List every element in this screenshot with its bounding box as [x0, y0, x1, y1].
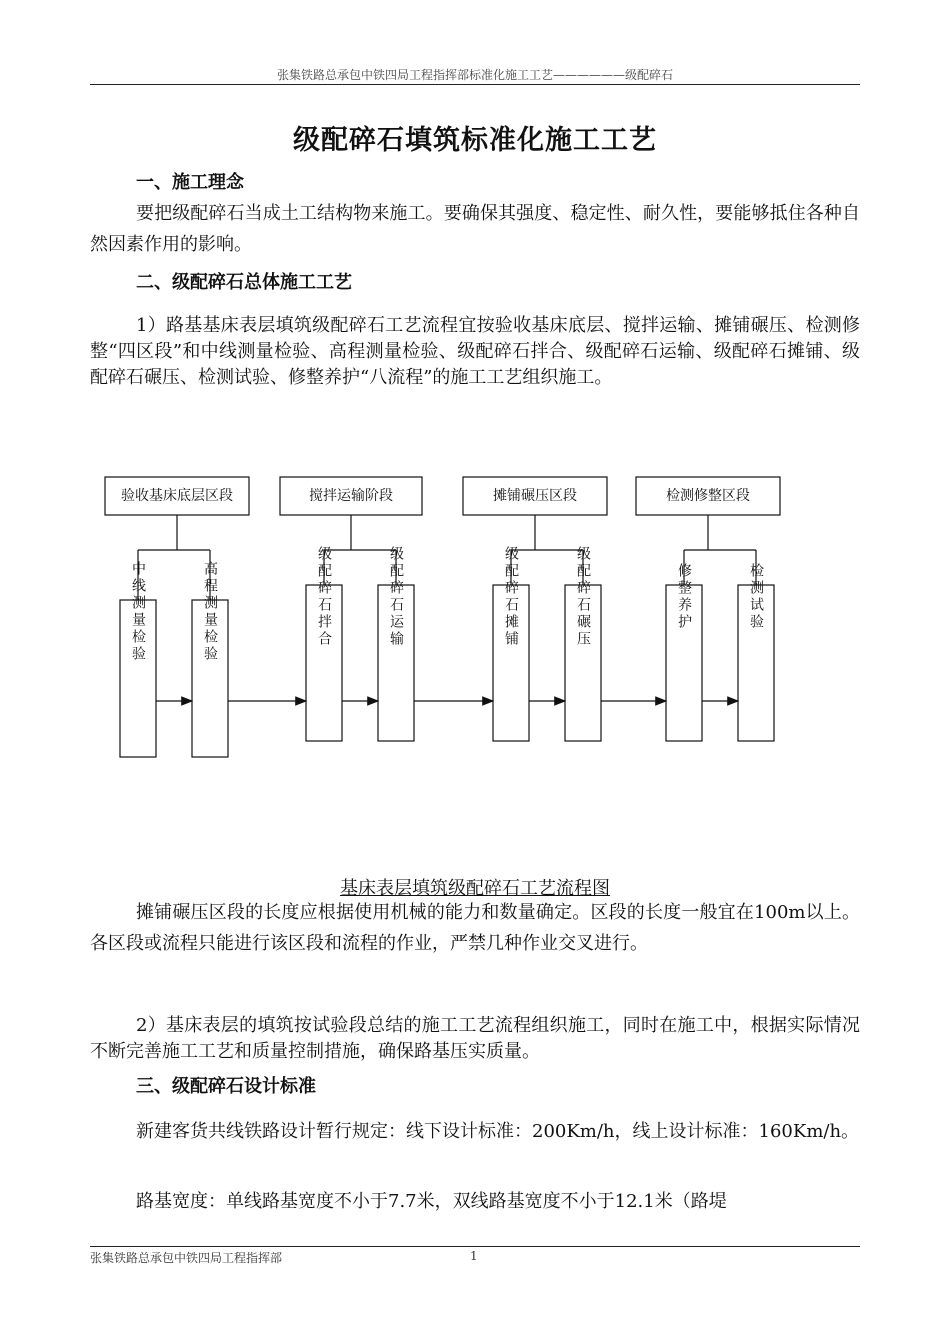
header-rule [90, 84, 860, 85]
step-label: 检测试验 [748, 563, 764, 631]
page-header: 张集铁路总承包中铁四局工程指挥部标准化施工工艺——————级配碎石 [276, 68, 673, 82]
step-label: 修整养护 [676, 563, 692, 631]
section2-paragraph-1: 1）路基基床表层填筑级配碎石工艺流程宜按验收基床底层、搅拌运输、摊铺碾压、检测修整“四区段”和中线测量检验、高程测量检验、级配碎石拌合、级配碎石运输、级配碎石摊铺、级配碎石碾压、检测试验、修整养护“八流程”的施工工艺组织施工。 [90, 315, 860, 388]
step-label: 级配碎石拌合 [316, 546, 332, 648]
document-title: 级配碎石填筑标准化施工工艺 [293, 125, 657, 156]
stage-label: 检测修整区段 [666, 488, 750, 504]
step-label: 级配碎石摊铺 [503, 546, 519, 648]
caption-text: 基床表层填筑级配碎石工艺流程图 [340, 878, 610, 899]
stage-label: 搅拌运输阶段 [309, 488, 393, 504]
section1-paragraph: 要把级配碎石当成土工结构物来施工。要确保其强度、稳定性、耐久性，要能够抵住各种自然因素作用的影响。 [90, 203, 860, 255]
section2-paragraph-2: 摊铺碾压区段的长度应根据使用机械的能力和数量确定。区段的长度一般宜在100m以上。各区段或流程只能进行该区段和流程的作业，严禁几种作业交叉进行。 [90, 902, 860, 954]
footer-rule [90, 1246, 860, 1247]
page-number: 1 [470, 1249, 478, 1263]
section-heading-3: 三、级配碎石设计标准 [136, 1076, 316, 1097]
section-heading-1: 一、施工理念 [136, 172, 244, 193]
process-flowchart [0, 460, 950, 780]
section2-paragraph-3: 2）基床表层的填筑按试验段总结的施工工艺流程组织施工，同时在施工中，根据实际情况不断完善施工工艺和质量控制措施，确保路基压实质量。 [90, 1015, 860, 1062]
stage-label: 验收基床底层区段 [121, 488, 233, 504]
step-label: 级配碎石碾压 [575, 546, 591, 648]
step-label: 中线测量检验 [130, 561, 146, 663]
section3-paragraph-2: 路基宽度：单线路基宽度不小于7.7米，双线路基宽度不小于12.1米（路堤 [136, 1191, 727, 1212]
stage-label: 摊铺碾压区段 [493, 488, 577, 504]
step-label: 级配碎石运输 [388, 546, 404, 648]
section3-paragraph-1: 新建客货共线铁路设计暂行规定：线下设计标准：200Km/h，线上设计标准：160Km/h。 [136, 1121, 860, 1142]
section-heading-2: 二、级配碎石总体施工工艺 [136, 272, 352, 293]
footer-text: 张集铁路总承包中铁四局工程指挥部 [90, 1251, 283, 1265]
step-label: 高程测量检验 [202, 561, 218, 663]
